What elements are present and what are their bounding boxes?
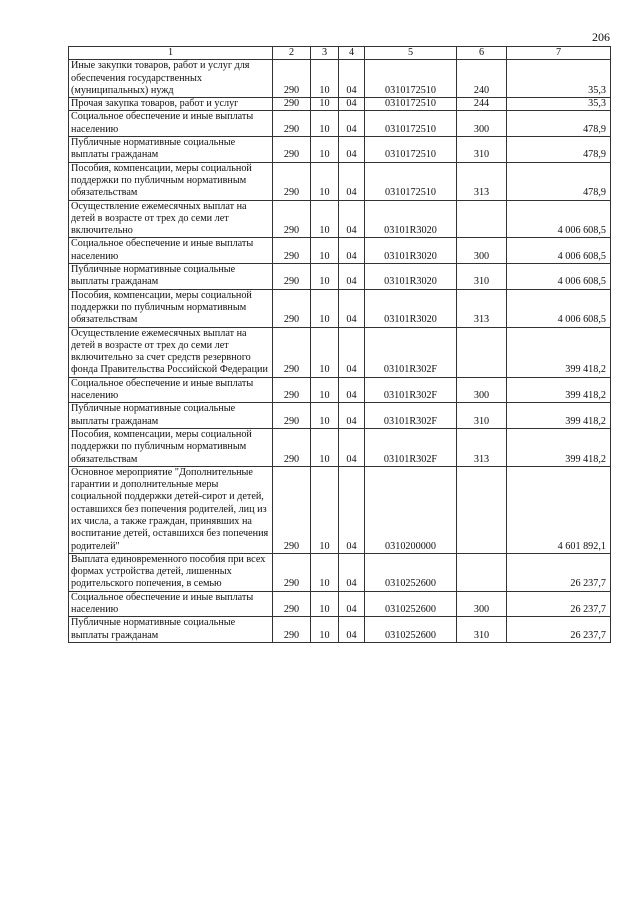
row-name: Выплата единовременного пособия при всех формах устройства детей, лишенных родительского попечения, в семью [69,553,273,591]
ved-code: 290 [273,428,311,466]
subsection-code: 04 [339,377,365,403]
table-row [69,553,611,591]
section-code: 10 [311,137,339,163]
section-code: 10 [311,111,339,137]
expense-type-code: 240 [457,60,507,98]
subsection-code: 04 [339,617,365,643]
target-article-code: 0310252600 [365,591,457,617]
expense-type-code: 300 [457,238,507,264]
amount: 26 237,7 [507,617,611,643]
amount: 399 418,2 [507,327,611,377]
column-header: 1 [69,47,273,60]
table-row [69,264,611,290]
target-article-code: 03101R302F [365,428,457,466]
section-code: 10 [311,591,339,617]
ved-code: 290 [273,137,311,163]
column-header: 6 [457,47,507,60]
row-name: Пособия, компенсации, меры социальной поддержки по публичным нормативным обязательствам [69,289,273,327]
amount: 4 006 608,5 [507,200,611,238]
expense-type-code [457,466,507,553]
row-name: Пособия, компенсации, меры социальной поддержки по публичным нормативным обязательствам [69,162,273,200]
section-code: 10 [311,60,339,98]
subsection-code: 04 [339,60,365,98]
row-name: Прочая закупка товаров, работ и услуг [69,98,273,111]
section-code: 10 [311,403,339,429]
subsection-code: 04 [339,200,365,238]
section-code: 10 [311,98,339,111]
table-row [69,60,611,98]
section-code: 10 [311,264,339,290]
amount: 4 006 608,5 [507,264,611,290]
table-row [69,377,611,403]
target-article-code: 0310200000 [365,466,457,553]
subsection-code: 04 [339,553,365,591]
target-article-code: 03101R3020 [365,264,457,290]
amount: 478,9 [507,162,611,200]
table-row [69,238,611,264]
table-row [69,403,611,429]
ved-code: 290 [273,238,311,264]
column-header: 4 [339,47,365,60]
table-row [69,162,611,200]
section-code: 10 [311,238,339,264]
target-article-code: 03101R3020 [365,200,457,238]
target-article-code: 03101R302F [365,403,457,429]
subsection-code: 04 [339,591,365,617]
subsection-code: 04 [339,162,365,200]
amount: 4 601 892,1 [507,466,611,553]
row-name: Пособия, компенсации, меры социальной поддержки по публичным нормативным обязательствам [69,428,273,466]
row-name: Публичные нормативные социальные выплаты гражданам [69,264,273,290]
table-body [69,60,611,643]
expense-type-code [457,327,507,377]
column-header: 3 [311,47,339,60]
table-row [69,617,611,643]
table-row [69,591,611,617]
row-name: Публичные нормативные социальные выплаты гражданам [69,617,273,643]
section-code: 10 [311,200,339,238]
ved-code: 290 [273,377,311,403]
section-code: 10 [311,327,339,377]
table-row [69,466,611,553]
target-article-code: 0310172510 [365,162,457,200]
column-number-row [69,47,611,60]
ved-code: 290 [273,591,311,617]
ved-code: 290 [273,60,311,98]
expense-type-code: 313 [457,428,507,466]
amount: 399 418,2 [507,428,611,466]
table-row [69,200,611,238]
section-code: 10 [311,553,339,591]
subsection-code: 04 [339,238,365,264]
budget-table [68,46,611,643]
target-article-code: 03101R3020 [365,238,457,264]
row-name: Осуществление ежемесячных выплат на детей в возрасте от трех до семи лет включительно [69,200,273,238]
expense-type-code: 300 [457,111,507,137]
ved-code: 290 [273,553,311,591]
target-article-code: 03101R302F [365,377,457,403]
expense-type-code: 310 [457,617,507,643]
row-name: Публичные нормативные социальные выплаты гражданам [69,137,273,163]
subsection-code: 04 [339,466,365,553]
table-row [69,98,611,111]
amount: 26 237,7 [507,553,611,591]
expense-type-code [457,553,507,591]
row-name: Социальное обеспечение и иные выплаты населению [69,111,273,137]
table-row [69,137,611,163]
amount: 26 237,7 [507,591,611,617]
target-article-code: 0310172510 [365,60,457,98]
amount: 4 006 608,5 [507,238,611,264]
target-article-code: 03101R302F [365,327,457,377]
row-name: Публичные нормативные социальные выплаты гражданам [69,403,273,429]
subsection-code: 04 [339,98,365,111]
target-article-code: 0310252600 [365,617,457,643]
subsection-code: 04 [339,289,365,327]
subsection-code: 04 [339,428,365,466]
ved-code: 290 [273,162,311,200]
ved-code: 290 [273,466,311,553]
subsection-code: 04 [339,264,365,290]
ved-code: 290 [273,327,311,377]
section-code: 10 [311,289,339,327]
column-header: 5 [365,47,457,60]
amount: 478,9 [507,137,611,163]
amount: 4 006 608,5 [507,289,611,327]
ved-code: 290 [273,264,311,290]
target-article-code: 0310172510 [365,98,457,111]
table-row [69,289,611,327]
amount: 399 418,2 [507,403,611,429]
row-name: Осуществление ежемесячных выплат на детей в возрасте от трех до семи лет включительно за счет средств резервного фонда Правительства Российской Федерации [69,327,273,377]
section-code: 10 [311,617,339,643]
table-row [69,327,611,377]
column-header: 2 [273,47,311,60]
expense-type-code: 310 [457,264,507,290]
subsection-code: 04 [339,403,365,429]
section-code: 10 [311,466,339,553]
column-header: 7 [507,47,611,60]
table-row [69,111,611,137]
section-code: 10 [311,428,339,466]
expense-type-code: 244 [457,98,507,111]
subsection-code: 04 [339,327,365,377]
expense-type-code: 300 [457,591,507,617]
target-article-code: 03101R3020 [365,289,457,327]
subsection-code: 04 [339,137,365,163]
row-name: Социальное обеспечение и иные выплаты населению [69,591,273,617]
section-code: 10 [311,162,339,200]
ved-code: 290 [273,111,311,137]
expense-type-code: 313 [457,289,507,327]
expense-type-code: 310 [457,137,507,163]
amount: 399 418,2 [507,377,611,403]
target-article-code: 0310172510 [365,137,457,163]
row-name: Социальное обеспечение и иные выплаты населению [69,238,273,264]
amount: 35,3 [507,60,611,98]
row-name: Социальное обеспечение и иные выплаты населению [69,377,273,403]
expense-type-code: 313 [457,162,507,200]
section-code: 10 [311,377,339,403]
ved-code: 290 [273,98,311,111]
subsection-code: 04 [339,111,365,137]
target-article-code: 0310252600 [365,553,457,591]
ved-code: 290 [273,289,311,327]
expense-type-code [457,200,507,238]
ved-code: 290 [273,403,311,429]
page-number: 206 [592,30,610,44]
ved-code: 290 [273,200,311,238]
row-name: Основное мероприятие "Дополнительные гарантии и дополнительные меры социальной поддержки детей-сирот и детей, оставшихся без попечения родителей, лиц из их числа, а также граждан, принявших на воспитание детей, оставшихся без попечения родителей" [69,466,273,553]
expense-type-code: 310 [457,403,507,429]
table-row [69,428,611,466]
ved-code: 290 [273,617,311,643]
amount: 478,9 [507,111,611,137]
amount: 35,3 [507,98,611,111]
target-article-code: 0310172510 [365,111,457,137]
row-name: Иные закупки товаров, работ и услуг для обеспечения государственных (муниципальных) нужд [69,60,273,98]
expense-type-code: 300 [457,377,507,403]
